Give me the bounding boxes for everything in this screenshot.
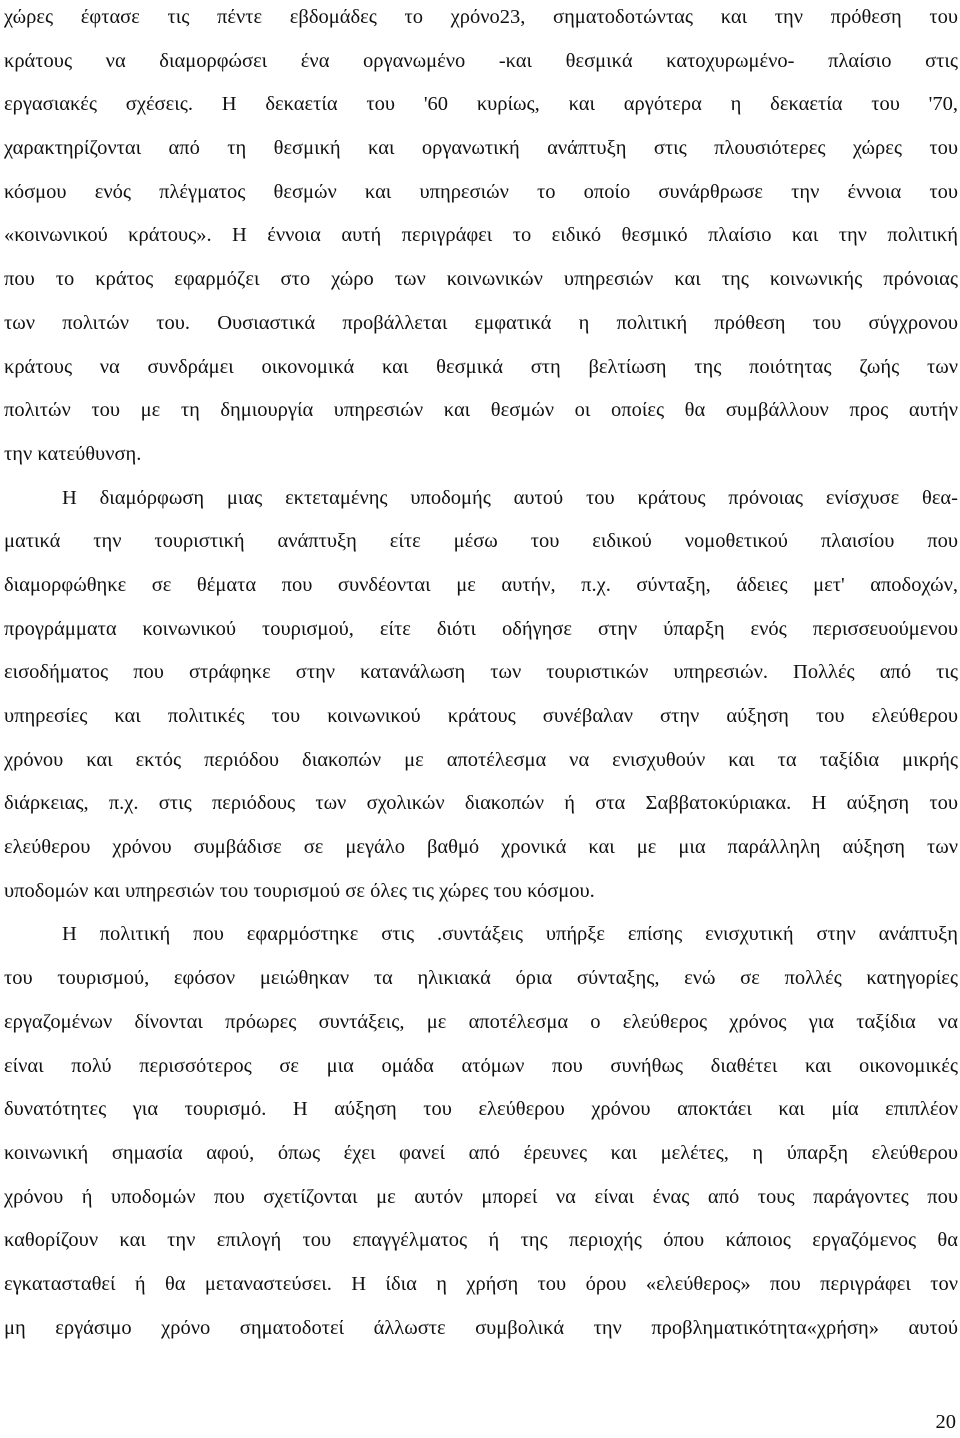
- text-line: που το κράτος εφαρμόζει στο χώρο των κοινωνικών υπηρεσιών και της κοινωνικής πρόνοιας: [4, 268, 958, 291]
- text-line: πολιτών του με τη δημιουργία υπηρεσιών και θεσμών οι οποίες θα συμβάλλουν προς αυτήν: [4, 399, 958, 422]
- text-line: εργαζομένων δίνονται πρόωρες συντάξεις, με αποτέλεσμα ο ελεύθερος χρόνος για ταξίδια να: [4, 1010, 958, 1033]
- text-line: κράτους να συνδράμει οικονομικά και θεσμικά στη βελτίωση της ποιότητας ζωής των: [4, 355, 958, 378]
- text-line: «κοινωνικού κράτους». Η έννοια αυτή περιγράφει το ειδικό θεσμικό πλαίσιο και την πολιτική: [4, 224, 958, 247]
- text-line: καθορίζουν και την επιλογή του επαγγέλματος ή της περιοχής όπου κάποιος εργαζόμενος θα: [4, 1229, 958, 1252]
- text-line: κράτους να διαμορφώσει ένα οργανωμένο -και θεσμικά κατοχυρωμένο- πλαίσιο στις: [4, 49, 958, 72]
- text-line: διαμορφώθηκε σε θέματα που συνδέονται με αυτήν, π.χ. σύνταξη, άδειες μετ' αποδοχών,: [4, 573, 958, 596]
- text-line: υπηρεσίες και πολιτικές του κοινωνικού κράτους συνέβαλαν στην αύξηση του ελεύθερου: [4, 705, 958, 727]
- text-line: χώρες έφτασε τις πέντε εβδομάδες το χρόνο23, σηματοδοτώντας και την πρόθεση του: [4, 6, 958, 28]
- text-line: δυνατότητες για τουρισμό. Η αύξηση του ελεύθερου χρόνου αποκτάει και μία επιπλέον: [4, 1098, 958, 1121]
- text-line: ματικά την τουριστική ανάπτυξη είτε μέσω του ειδικού νομοθετικού πλαισίου που: [4, 530, 958, 553]
- page-number: 20: [935, 1411, 956, 1433]
- text-line: του τουρισμού, εφόσον μειώθηκαν τα ηλικιακά όρια σύνταξης, ενώ σε πολλές κατηγορίες: [4, 967, 958, 990]
- text-line: εργασιακές σχέσεις. Η δεκαετία του '60 κυρίως, και αργότερα η δεκαετία του '70,: [4, 93, 958, 116]
- text-line: υποδομών και υπηρεσιών του τουρισμού σε όλες τις χώρες του κόσμου.: [4, 879, 595, 902]
- text-line: ελεύθερου χρόνου συμβάδισε σε μεγάλο βαθμό χρονικά και με μια παράλληλη αύξηση των: [4, 836, 958, 859]
- text-line: χαρακτηρίζονται από τη θεσμική και οργανωτική ανάπτυξη στις πλουσιότερες χώρες του: [4, 137, 958, 160]
- text-line: την κατεύθυνση.: [4, 442, 142, 465]
- body-text: [4, 2, 958, 1356]
- text-line: διάρκειας, π.χ. στις περιόδους των σχολικών διακοπών ή στα Σαββατοκύριακα. Η αύξηση του: [4, 792, 958, 815]
- text-line: προγράμματα κοινωνικού τουρισμού, είτε διότι οδήγησε στην ύπαρξη ενός περισσευούμενου: [4, 617, 958, 640]
- text-line: κοινωνική σημασία αφού, όπως έχει φανεί από έρευνες και μελέτες, η ύπαρξη ελεύθερου: [4, 1141, 958, 1164]
- text-line: είναι πολύ περισσότερος σε μια ομάδα ατόμων που συνήθως διαθέτει και οικονομικές: [4, 1054, 958, 1077]
- document-page: [4, 2, 958, 1356]
- text-line: εισοδήματος που στράφηκε στην κατανάλωση των τουριστικών υπηρεσιών. Πολλές από τις: [4, 661, 958, 684]
- text-line: των πολιτών του. Ουσιαστικά προβάλλεται εμφατικά η πολιτική πρόθεση του σύγχρονου: [4, 311, 958, 334]
- text-line: Η πολιτική που εφαρμόστηκε στις .συντάξεις υπήρξε επίσης ενισχυτική στην ανάπτυξη: [62, 923, 958, 946]
- text-line: χρόνου ή υποδομών που σχετίζονται με αυτόν μπορεί να είναι ένας από τους παράγοντες που: [4, 1185, 958, 1208]
- text-line: κόσμου ενός πλέγματος θεσμών και υπηρεσιών το οποίο συνάρθρωσε την έννοια του: [4, 180, 958, 203]
- text-line: Η διαμόρφωση μιας εκτεταμένης υποδομής αυτού του κράτους πρόνοιας ενίσχυσε θεα-: [62, 486, 958, 509]
- text-line: μη εργάσιμο χρόνο σηματοδοτεί άλλωστε συμβολικά την προβληματικότητα«χρήση» αυτού: [4, 1316, 958, 1339]
- text-line: χρόνου και εκτός περιόδου διακοπών με αποτέλεσμα να ενισχυθούν και τα ταξίδια μικρής: [4, 748, 958, 771]
- text-line: εγκατασταθεί ή θα μεταναστεύσει. Η ίδια η χρήση του όρου «ελεύθερος» που περιγράφει τον: [4, 1272, 958, 1295]
